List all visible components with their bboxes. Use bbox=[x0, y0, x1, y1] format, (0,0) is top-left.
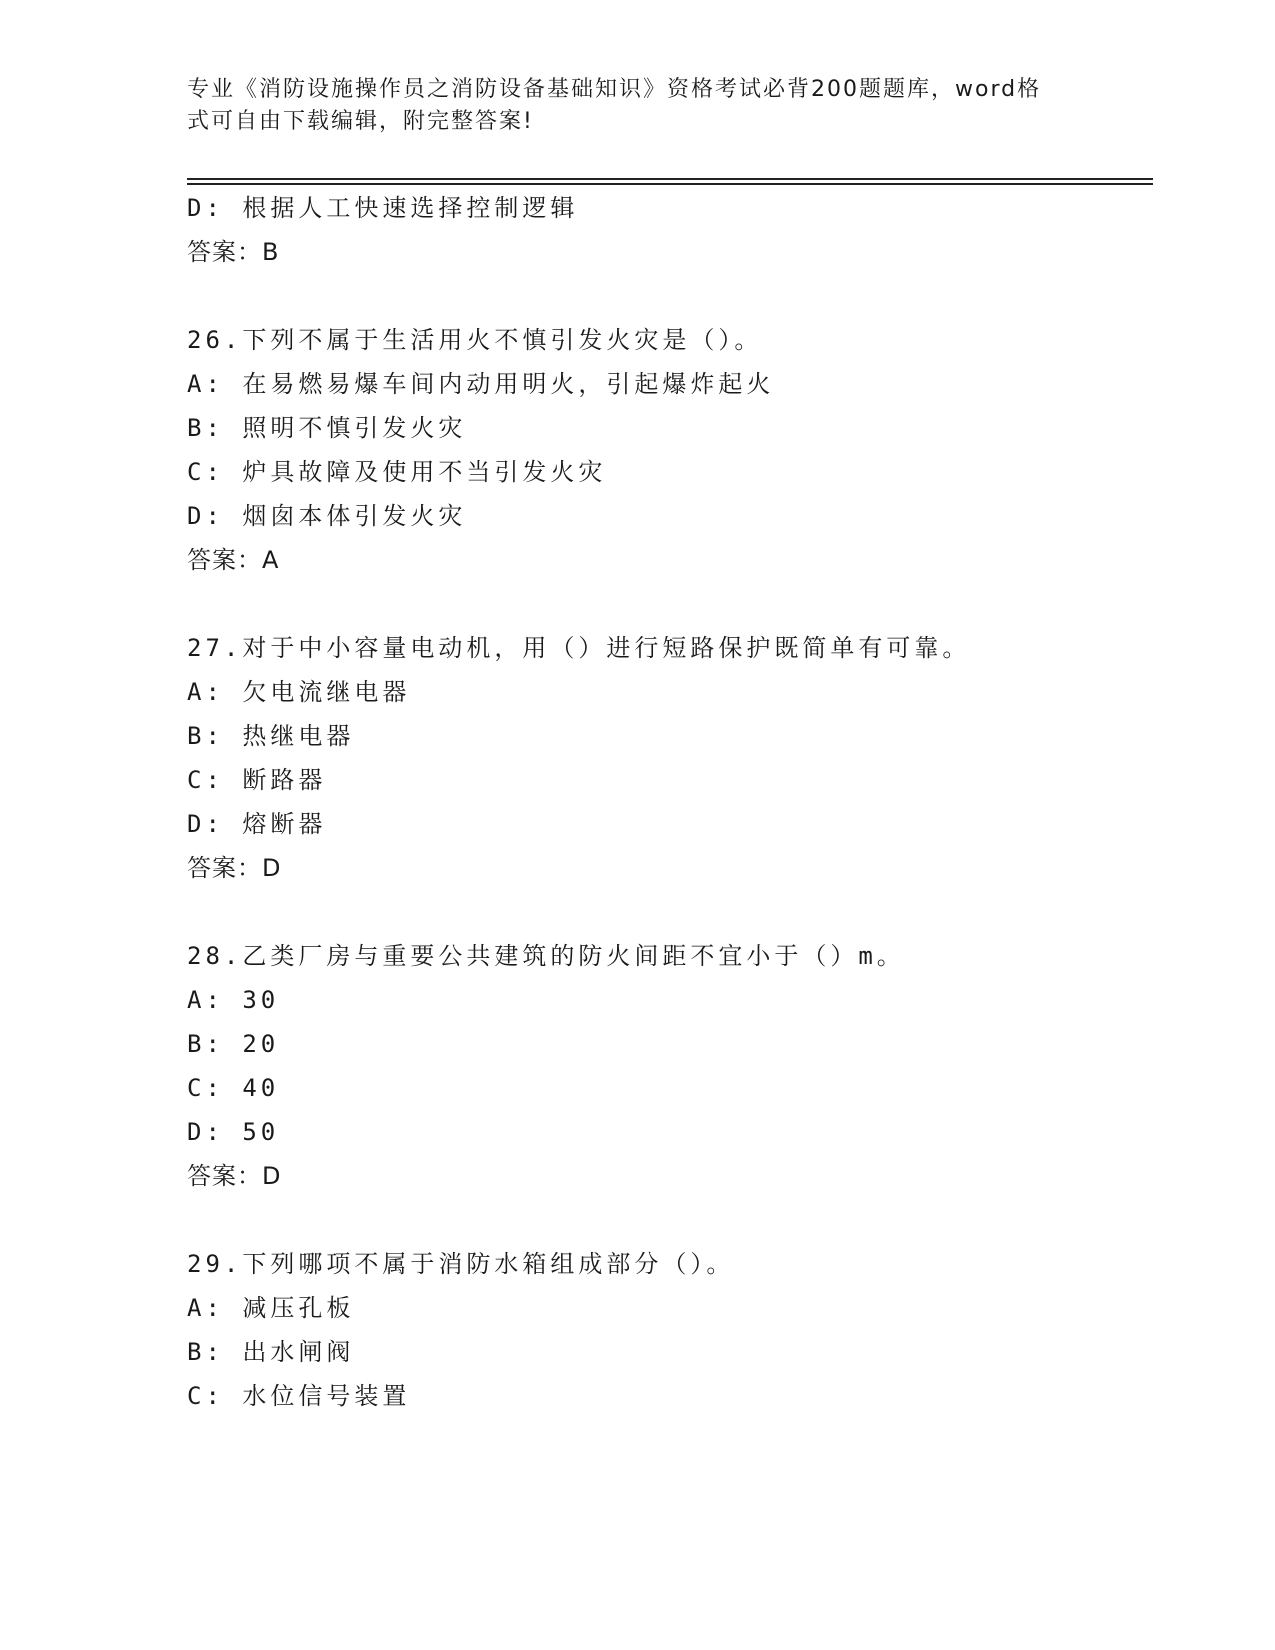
question-27-option-b: B: 热继电器 bbox=[187, 722, 355, 750]
header-divider-bottom bbox=[187, 183, 1153, 185]
question-29-option-a: A: 减压孔板 bbox=[187, 1294, 355, 1322]
header-divider-top bbox=[187, 178, 1153, 180]
question-27-option-d: D: 熔断器 bbox=[187, 810, 327, 838]
question-28-option-a: A: 30 bbox=[187, 986, 280, 1014]
question-29-option-c: C: 水位信号装置 bbox=[187, 1382, 411, 1410]
question-26-option-d: D: 烟囱本体引发火灾 bbox=[187, 502, 467, 530]
question-28-option-c: C: 40 bbox=[187, 1074, 280, 1102]
question-26-option-a: A: 在易燃易爆车间内动用明火，引起爆炸起火 bbox=[187, 370, 775, 398]
question-28-stem: 28.乙类厂房与重要公共建筑的防火间距不宜小于（）m。 bbox=[187, 942, 905, 970]
question-28-option-b: B: 20 bbox=[187, 1030, 280, 1058]
question-26-option-c: C: 炉具故障及使用不当引发火灾 bbox=[187, 458, 607, 486]
header-title-line-1: 专业《消防设施操作员之消防设备基础知识》资格考试必背200题题库，word格 bbox=[187, 77, 1042, 102]
question-27-option-c: C: 断路器 bbox=[187, 766, 327, 794]
question-27-option-a: A: 欠电流继电器 bbox=[187, 678, 411, 706]
prev-answer: 答案：B bbox=[187, 238, 280, 266]
document-header bbox=[187, 74, 1067, 138]
question-26-option-b: B: 照明不慎引发火灾 bbox=[187, 414, 467, 442]
question-28-option-d: D: 50 bbox=[187, 1118, 280, 1146]
question-29-stem: 29.下列哪项不属于消防水箱组成部分（）。 bbox=[187, 1250, 735, 1278]
question-29-option-b: B: 出水闸阀 bbox=[187, 1338, 355, 1366]
question-26-answer: 答案：A bbox=[187, 546, 280, 574]
question-26-stem: 26.下列不属于生活用火不慎引发火灾是（）。 bbox=[187, 326, 763, 354]
question-28-answer: 答案：D bbox=[187, 1162, 282, 1190]
question-27-answer: 答案：D bbox=[187, 854, 282, 882]
prev-option-d: D: 根据人工快速选择控制逻辑 bbox=[187, 194, 579, 222]
header-title-line-2: 式可自由下载编辑，附完整答案! bbox=[187, 109, 534, 134]
question-27-stem: 27.对于中小容量电动机，用（）进行短路保护既简单有可靠。 bbox=[187, 634, 971, 662]
